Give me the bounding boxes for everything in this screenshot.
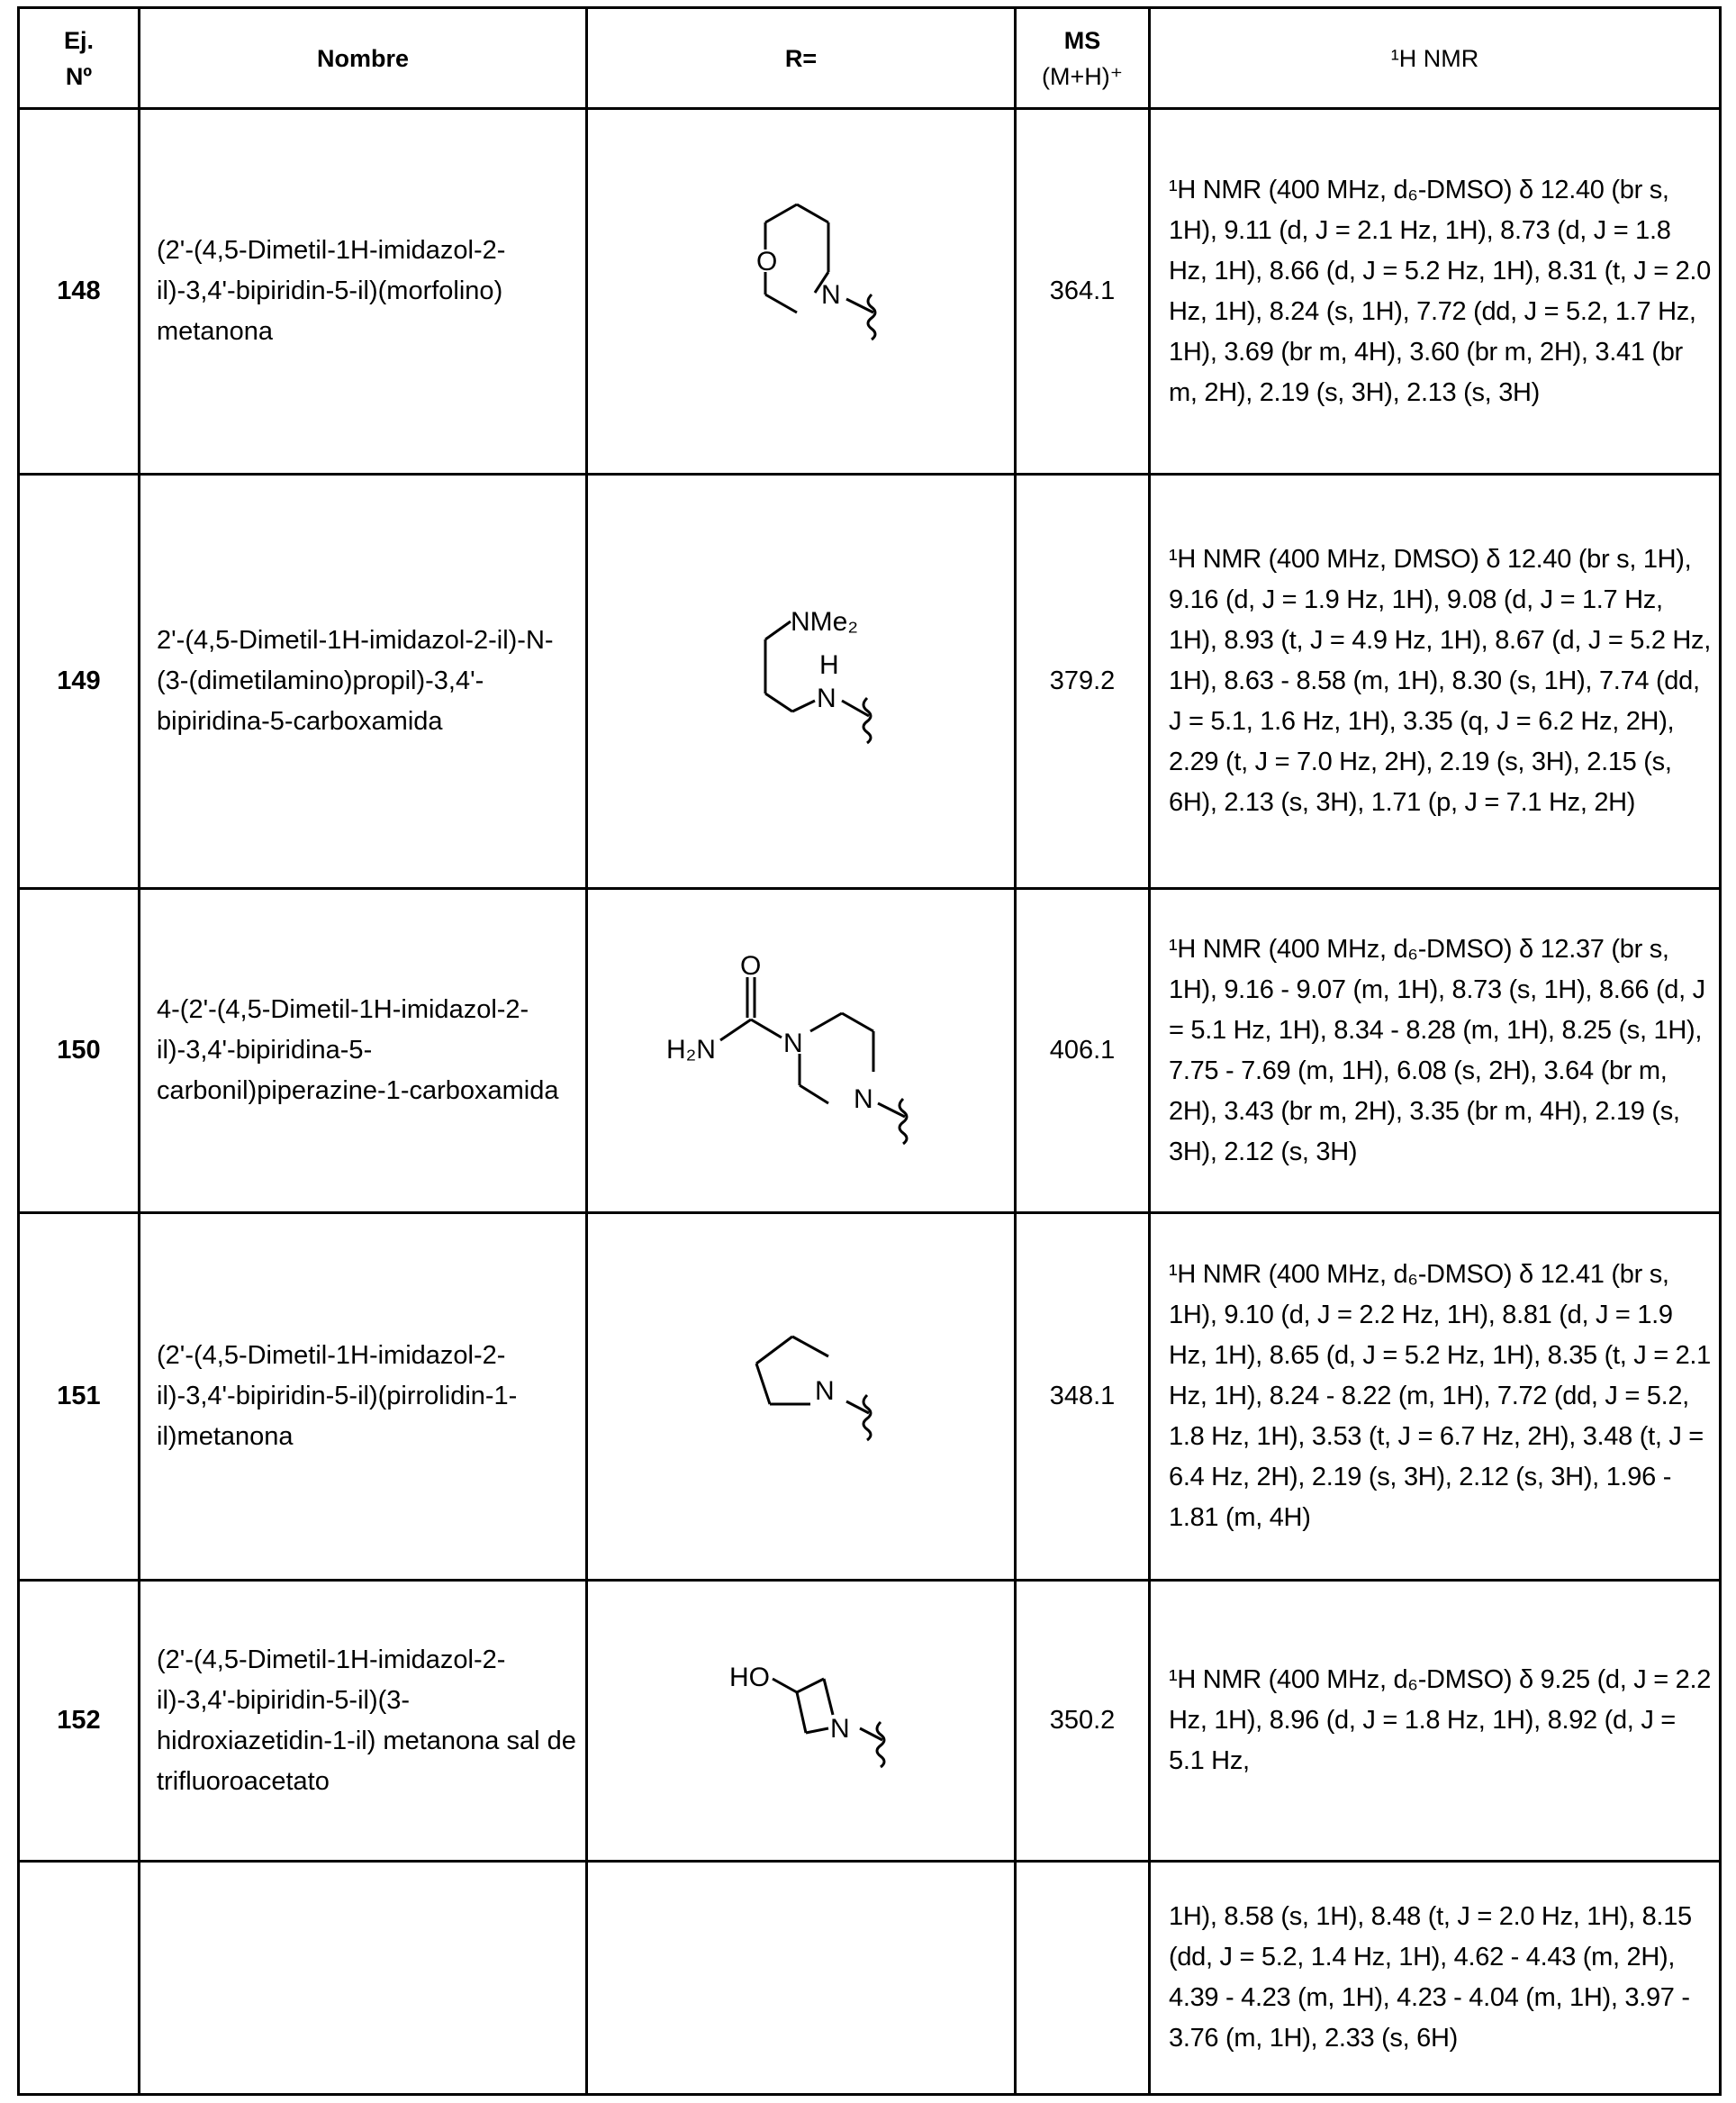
atom-label: HO [729,1663,770,1692]
ms-value: 364.1 [1016,109,1150,475]
example-number: 148 [19,109,140,475]
example-number: 149 [19,475,140,889]
example-number: 150 [19,889,140,1213]
header-ms [1016,8,1150,109]
ms-value: 379.2 [1016,475,1150,889]
ms-value: 406.1 [1016,889,1150,1213]
nmr-data: ¹H NMR (400 MHz, d₆-DMSO) δ 9.25 (d, J = 2.2 Hz, 1H), 8.96 (d, J = 1.8 Hz, 1H), 8.92 (d, J = 5.1 Hz, [1150,1581,1721,1862]
compound-name: (2'-(4,5-Dimetil-1H-imidazol-2-il)-3,4'-bipiridin-5-il)(3-hidroxiazetidin-1-il) metanona sal de trifluoroacetato [140,1581,587,1862]
ms-value [1016,1862,1150,2095]
piperazine-carboxamide-structure [630,937,972,1153]
r-structure [587,475,1016,889]
header-ej [19,8,140,109]
atom-label: N [821,280,841,310]
morpholine-structure [702,186,900,385]
hydroxyazetidine-structure [684,1625,918,1805]
header-ej-line2: Nº [66,63,92,90]
example-number: 151 [19,1213,140,1581]
atom-label: O [740,951,761,981]
header-row [19,8,1721,109]
compound-name: 2'-(4,5-Dimetil-1H-imidazol-2-il)-N-(3-(dimetilamino)propil)-3,4'-bipiridina-5-carboxamida [140,475,587,889]
table-row [19,475,1721,889]
header-ms-line2: (M+H)⁺ [1042,63,1123,90]
nmr-data: 1H), 8.58 (s, 1H), 8.48 (t, J = 2.0 Hz, 1H), 8.15 (dd, J = 5.2, 1.4 Hz, 1H), 4.62 - 4.43 (m, 2H), 4.39 - 4.23 (m, 1H), 4.23 - 4.04 (m, 1H), 3.97 - 3.76 (m, 1H), 2.33 (s, 6H) [1150,1862,1721,2095]
atom-label: N [830,1714,850,1744]
header-nmr: ¹H NMR [1150,8,1721,109]
header-nombre: Nombre [140,8,587,109]
ms-value: 348.1 [1016,1213,1150,1581]
atom-label: NMe₂ [791,607,858,637]
table-row [19,109,1721,475]
compound-name: (2'-(4,5-Dimetil-1H-imidazol-2-il)-3,4'-bipiridin-5-il)(pirrolidin-1-il)metanona [140,1213,587,1581]
header-ej-line1: Ej. [64,27,94,54]
compound-table [17,6,1722,2096]
nmr-data: ¹H NMR (400 MHz, d₆-DMSO) δ 12.41 (br s, 1H), 9.10 (d, J = 2.2 Hz, 1H), 8.81 (d, J = 1.9 Hz, 1H), 8.65 (d, J = 5.2 Hz, 1H), 8.35 (t, J = 2.1 Hz, 1H), 8.24 - 8.22 (m, 1H), 7.72 (dd, J = 5.2, 1.8 Hz, 1H), 3.53 (t, J = 6.7 Hz, 2H), 3.48 (t, J = 6.4 Hz, 2H), 2.19 (s, 3H), 2.12 (s, 3H), 1.96 - 1.81 (m, 4H) [1150,1213,1721,1581]
atom-label: H₂N [666,1035,716,1065]
dimethylaminopropylamine-structure [702,576,900,775]
header-ms-line1: MS [1064,27,1101,54]
header-r: R= [587,8,1016,109]
atom-label: N [817,684,836,713]
atom-label: N [783,1029,803,1058]
example-number [19,1862,140,2095]
compound-name: (2'-(4,5-Dimetil-1H-imidazol-2-il)-3,4'-bipiridin-5-il)(morfolino) metanona [140,109,587,475]
table-row-continuation [19,1862,1721,2095]
compound-name [140,1862,587,2095]
table-row [19,1581,1721,1862]
nmr-data: ¹H NMR (400 MHz, d₆-DMSO) δ 12.40 (br s, 1H), 9.11 (d, J = 2.1 Hz, 1H), 8.73 (d, J = 1.8 Hz, 1H), 8.66 (d, J = 5.2 Hz, 1H), 8.31 (t, J = 2.0 Hz, 1H), 8.24 (s, 1H), 7.72 (dd, J = 5.2, 1.7 Hz, 1H), 3.69 (br m, 4H), 3.60 (br m, 2H), 3.41 (br m, 2H), 2.19 (s, 3H), 2.13 (s, 3H) [1150,109,1721,475]
r-structure [587,1862,1016,2095]
atom-label: N [854,1084,873,1114]
atom-label: O [756,247,777,276]
r-structure [587,1213,1016,1581]
example-number: 152 [19,1581,140,1862]
ms-value: 350.2 [1016,1581,1150,1862]
pyrrolidine-structure [702,1301,900,1481]
atom-label: H [819,650,839,680]
atom-label: N [815,1376,835,1406]
compound-name: 4-(2'-(4,5-Dimetil-1H-imidazol-2-il)-3,4'-bipiridina-5-carbonil)piperazine-1-carboxamida [140,889,587,1213]
nmr-data: ¹H NMR (400 MHz, d₆-DMSO) δ 12.37 (br s, 1H), 9.16 - 9.07 (m, 1H), 8.73 (s, 1H), 8.66 (d, J = 5.1 Hz, 1H), 8.34 - 8.28 (m, 1H), 8.25 (s, 1H), 7.75 - 7.69 (m, 1H), 6.08 (s, 2H), 3.64 (br m, 2H), 3.43 (br m, 2H), 3.35 (br m, 4H), 2.19 (s, 3H), 2.12 (s, 3H) [1150,889,1721,1213]
r-structure [587,1581,1016,1862]
table-row [19,1213,1721,1581]
nmr-data: ¹H NMR (400 MHz, DMSO) δ 12.40 (br s, 1H), 9.16 (d, J = 1.9 Hz, 1H), 9.08 (d, J = 1.7 Hz, 1H), 8.93 (t, J = 4.9 Hz, 1H), 8.67 (d, J = 5.2 Hz, 1H), 8.63 - 8.58 (m, 1H), 8.30 (s, 1H), 7.74 (dd, J = 5.1, 1.6 Hz, 1H), 3.35 (q, J = 6.2 Hz, 2H), 2.29 (t, J = 7.0 Hz, 2H), 2.19 (s, 3H), 2.15 (s, 6H), 2.13 (s, 3H), 1.71 (p, J = 7.1 Hz, 2H) [1150,475,1721,889]
r-structure [587,109,1016,475]
table-row [19,889,1721,1213]
r-structure [587,889,1016,1213]
